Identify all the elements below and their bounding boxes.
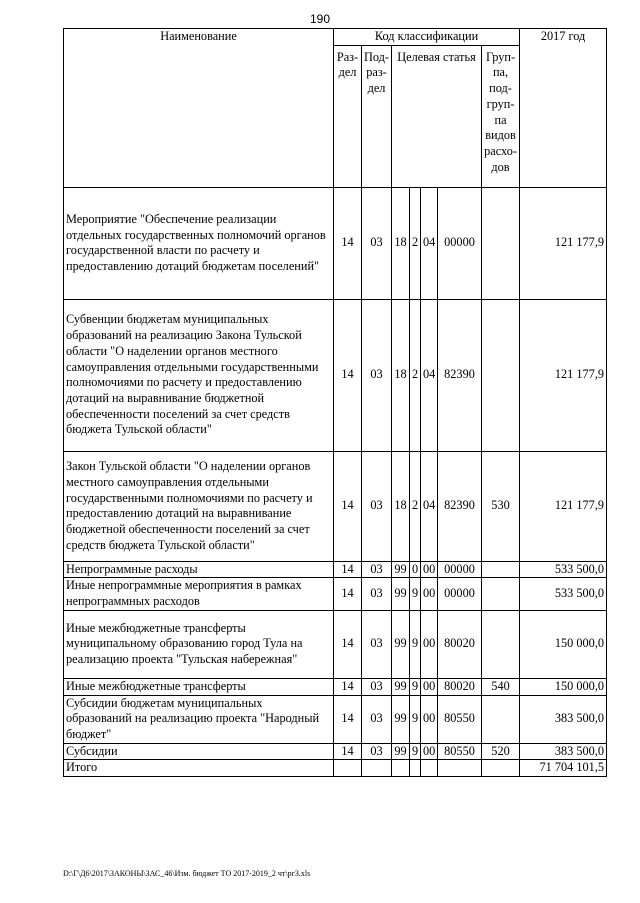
row-podrazdel: 03 [362,561,392,578]
row-amount: 121 177,9 [520,451,607,561]
row-name: Субсидии [64,743,334,760]
row-target-2: 9 [410,695,421,743]
header-classification: Код классификации [334,29,520,46]
budget-table [63,28,607,777]
total-label: Итого [64,760,334,777]
table-row [64,299,607,451]
row-target-3: 00 [421,678,438,695]
row-target-3: 00 [421,695,438,743]
row-target-1: 18 [392,299,410,451]
row-name: Иные межбюджетные трансферты муниципальному образованию город Тула на реализацию проекта "Тульская набережная" [64,610,334,678]
row-amount: 121 177,9 [520,299,607,451]
table-row [64,678,607,695]
row-target-4: 80020 [438,678,482,695]
table-row [64,610,607,678]
page-number: 190 [309,12,331,26]
header-subsection: Под- раз- дел [362,45,392,187]
row-target-1: 99 [392,678,410,695]
row-group: 540 [482,678,520,695]
row-razdel: 14 [334,743,362,760]
row-razdel: 14 [334,561,362,578]
row-name: Иные межбюджетные трансферты [64,678,334,695]
row-razdel: 14 [334,695,362,743]
row-group [482,187,520,299]
row-target-2: 2 [410,299,421,451]
row-target-3: 04 [421,187,438,299]
row-name: Иные непрограммные мероприятия в рамках непрограммных расходов [64,578,334,610]
row-target-2: 2 [410,187,421,299]
row-target-1: 99 [392,561,410,578]
row-amount: 383 500,0 [520,743,607,760]
table-row [64,187,607,299]
row-razdel: 14 [334,299,362,451]
row-podrazdel: 03 [362,578,392,610]
row-amount: 121 177,9 [520,187,607,299]
header-year: 2017 год [520,29,607,188]
row-target-4: 80020 [438,610,482,678]
row-target-3: 00 [421,578,438,610]
row-target-4: 00000 [438,187,482,299]
row-target-1: 18 [392,187,410,299]
row-razdel: 14 [334,187,362,299]
row-target-4: 00000 [438,561,482,578]
row-podrazdel: 03 [362,451,392,561]
row-target-1: 99 [392,578,410,610]
row-group [482,299,520,451]
total-row [64,760,607,777]
row-razdel: 14 [334,578,362,610]
row-name: Закон Тульской области "О наделении органов местного самоуправления отдельными государственными полномочиями по расчету и предоставлению дотаций на выравнивание бюджетной обеспеченности поселений за счет средств бюджета Тульской области" [64,451,334,561]
row-target-1: 99 [392,695,410,743]
footer-file-path: D:\Г\Д6\2017\ЗАКОНЫ\ЗАС_46\Изм. бюджет ТО 2017-2019_2 чт\рг3.xls [63,869,311,878]
row-target-2: 9 [410,578,421,610]
row-amount: 533 500,0 [520,561,607,578]
row-target-3: 00 [421,743,438,760]
row-name: Непрограммные расходы [64,561,334,578]
total-amount: 71 704 101,5 [520,760,607,777]
table-row [64,451,607,561]
row-name: Мероприятие "Обеспечение реализации отдельных государственных полномочий органов государственной власти по расчету и предоставлению дотаций бюджетам поселений" [64,187,334,299]
table-row [64,695,607,743]
row-amount: 533 500,0 [520,578,607,610]
row-target-4: 00000 [438,578,482,610]
row-podrazdel: 03 [362,695,392,743]
row-podrazdel: 03 [362,299,392,451]
row-target-4: 80550 [438,695,482,743]
row-target-2: 9 [410,610,421,678]
row-podrazdel: 03 [362,187,392,299]
row-target-3: 04 [421,451,438,561]
table-row [64,561,607,578]
row-target-3: 00 [421,561,438,578]
header-group: Груп- па, под- груп- па видов расхо- дов [482,45,520,187]
row-target-3: 04 [421,299,438,451]
row-target-1: 99 [392,610,410,678]
table-row [64,578,607,610]
row-amount: 150 000,0 [520,678,607,695]
row-group [482,561,520,578]
row-amount: 383 500,0 [520,695,607,743]
row-group: 530 [482,451,520,561]
row-group [482,578,520,610]
header-section: Раз- дел [334,45,362,187]
table-row [64,743,607,760]
row-group: 520 [482,743,520,760]
row-target-2: 9 [410,678,421,695]
row-podrazdel: 03 [362,610,392,678]
row-target-4: 82390 [438,299,482,451]
row-target-2: 2 [410,451,421,561]
row-target-4: 82390 [438,451,482,561]
row-podrazdel: 03 [362,678,392,695]
header-name: Наименование [64,29,334,188]
row-podrazdel: 03 [362,743,392,760]
header-target: Целевая статья [392,45,482,187]
row-group [482,695,520,743]
row-group [482,610,520,678]
row-target-4: 80550 [438,743,482,760]
row-target-2: 0 [410,561,421,578]
row-razdel: 14 [334,451,362,561]
row-razdel: 14 [334,610,362,678]
row-amount: 150 000,0 [520,610,607,678]
row-target-1: 99 [392,743,410,760]
row-target-3: 00 [421,610,438,678]
row-razdel: 14 [334,678,362,695]
row-target-1: 18 [392,451,410,561]
row-target-2: 9 [410,743,421,760]
row-name: Субвенции бюджетам муниципальных образований на реализацию Закона Тульской области "О наделении органов местного самоуправления отдельными государственными полномочиями по расчету и предоставлению дотаций на выравнивание бюджетной обеспеченности поселений за счет средств бюджета Тульской области" [64,299,334,451]
row-name: Субсидии бюджетам муниципальных образований на реализацию проекта "Народный бюджет" [64,695,334,743]
